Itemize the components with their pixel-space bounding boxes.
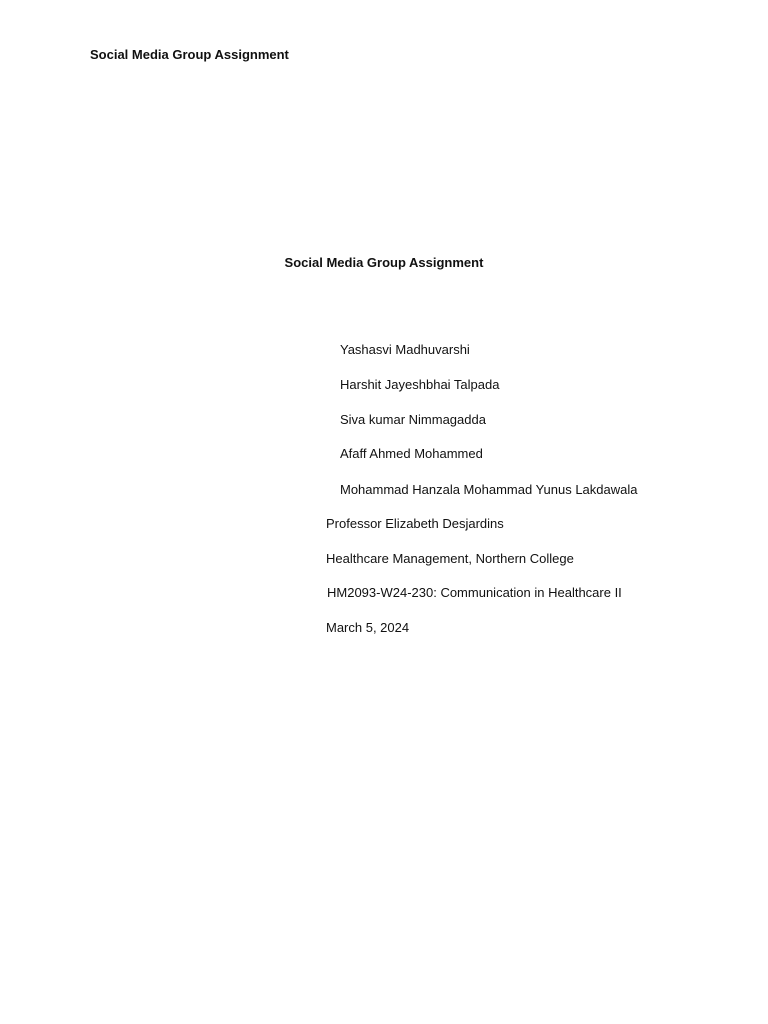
course-code: HM2093-W24-230: Communication in Healthcare II [327, 585, 622, 600]
author-name: Mohammad Hanzala Mohammad Yunus Lakdawala [340, 482, 638, 497]
author-name: Afaff Ahmed Mohammed [340, 446, 483, 461]
paper-title: Social Media Group Assignment [284, 255, 484, 270]
author-name: Harshit Jayeshbhai Talpada [340, 377, 500, 392]
running-head: Social Media Group Assignment [90, 47, 289, 62]
submission-date: March 5, 2024 [326, 620, 410, 635]
author-name: Yashasvi Madhuvarshi [340, 342, 470, 357]
professor-name: Professor Elizabeth Desjardins [326, 516, 504, 531]
institution: Healthcare Management, Northern College [326, 551, 574, 566]
author-name: Siva kumar Nimmagadda [340, 412, 486, 427]
